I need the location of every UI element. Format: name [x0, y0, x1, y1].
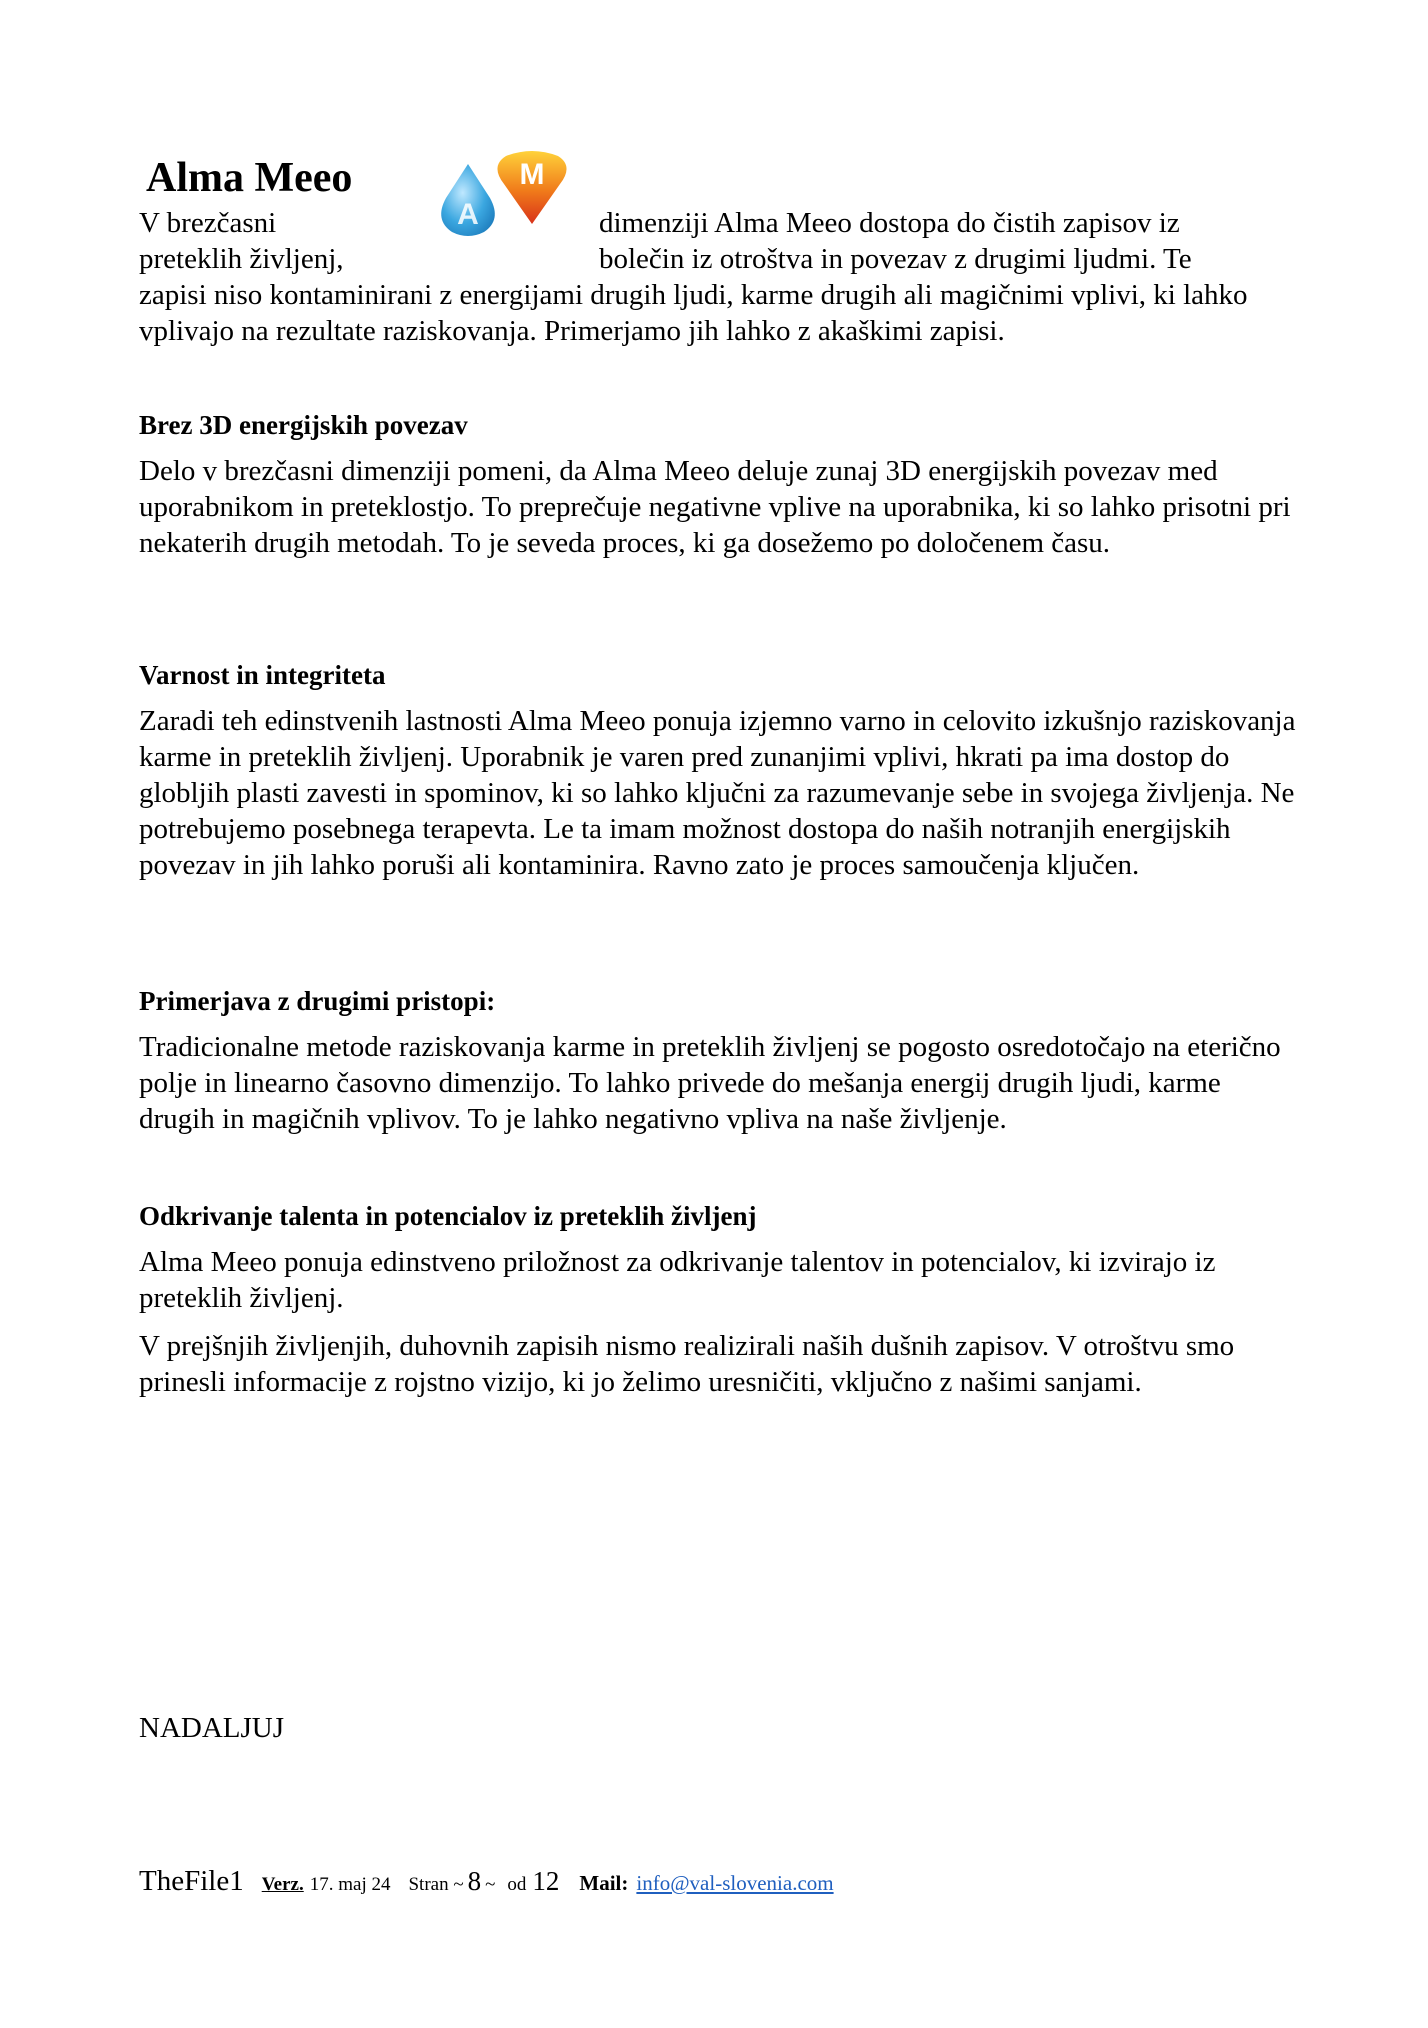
intro-line2-left: preteklih življenj,: [139, 243, 344, 275]
section-talents: [139, 1198, 1299, 1412]
continue-link[interactable]: NADALJUJ: [139, 1712, 284, 1744]
section-paragraph: Zaradi teh edinstvenih lastnosti Alma Meeo ponuja izjemno varno in celovito izkušnjo raziskovanja karme in preteklih življenj. Uporabnik je varen pred zunanjimi vplivi, hkrati pa ima dostop do globljih plasti zavesti in spominov, ki so lahko ključni za razumevanje sebe in svojega življenja. Ne potrebujemo posebnega terapevta. Le ta imam možnost dostopa do naših notranjih energijskih povezav in jih lahko poruši ali kontaminira. Ravno zato je proces samoučenja ključen.: [139, 705, 1296, 881]
footer-of-label: od: [507, 1874, 527, 1895]
section-heading: Brez 3D energijskih povezav: [139, 410, 468, 440]
intro-line2-right: bolečin iz otroštva in povezav z drugimi ljudmi. Te: [599, 243, 1192, 275]
section-paragraph: Tradicionalne metode raziskovanja karme in preteklih življenj se pogosto osredotočajo na eterično polje in linearno časovno dimenzijo. To lahko privede do mešanja energij drugih ljudi, karme drugih in magičnih vplivov. To je lahko negativno vpliva na naše življenje.: [139, 1031, 1281, 1135]
section-paragraph: V prejšnjih življenjih, duhovnih zapisih nismo realizirali naših dušnih zapisov. V otroštvu smo prinesli informacije z rojstno vizijo, ki jo želimo uresničiti, vključno z našimi sanjami.: [139, 1330, 1235, 1398]
footer-mail-label: Mail:: [579, 1871, 629, 1895]
footer-mail-link[interactable]: info@val-slovenia.com: [636, 1871, 834, 1895]
section-heading: Varnost in integriteta: [139, 660, 386, 690]
intro-line1-right: dimenziji Alma Meeo dostopa do čistih zapisov iz: [599, 207, 1180, 239]
intro-line1-left: V brezčasni: [139, 207, 277, 239]
page-footer: [139, 1865, 834, 1898]
footer-date: 17. maj 24: [309, 1874, 391, 1895]
page-title: Alma Meeo: [146, 155, 353, 201]
intro-paragraph: zapisi niso kontaminirani z energijami drugih ljudi, karme drugih ali magičnimi vplivi, ki lahko vplivajo na rezultate raziskovanja. Primerjamo jih lahko z akaškimi zapisi.: [139, 279, 1248, 347]
section-paragraph: Alma Meeo ponuja edinstveno priložnost za odkrivanje talentov in potencialov, ki izvirajo iz preteklih življenj.: [139, 1246, 1216, 1314]
footer-version-label: Verz.: [261, 1874, 304, 1895]
logo-letter-m: M: [519, 158, 545, 191]
footer-page-tilde: ~: [485, 1874, 496, 1895]
footer-page-number: 8: [467, 1866, 482, 1896]
footer-file-name: TheFile1: [139, 1865, 244, 1897]
section-comparison: [139, 983, 1299, 1149]
section-heading: Primerjava z drugimi pristopi:: [139, 986, 496, 1016]
section-3d-connections: [139, 407, 1299, 573]
footer-page-label: Stran ~: [408, 1874, 464, 1895]
footer-total-pages: 12: [532, 1866, 560, 1896]
logo-letter-a: A: [457, 198, 479, 231]
section-safety-integrity: [139, 657, 1299, 895]
alma-meeo-logo-icon: [428, 148, 578, 240]
section-heading: Odkrivanje talenta in potencialov iz preteklih življenj: [139, 1201, 757, 1231]
section-paragraph: Delo v brezčasni dimenziji pomeni, da Alma Meeo deluje zunaj 3D energijskih povezav med uporabnikom in preteklostjo. To preprečuje negativne vplive na uporabnika, ki so lahko prisotni pri nekaterih drugih metodah. To je seveda proces, ki ga dosežemo po določenem času.: [139, 455, 1291, 559]
